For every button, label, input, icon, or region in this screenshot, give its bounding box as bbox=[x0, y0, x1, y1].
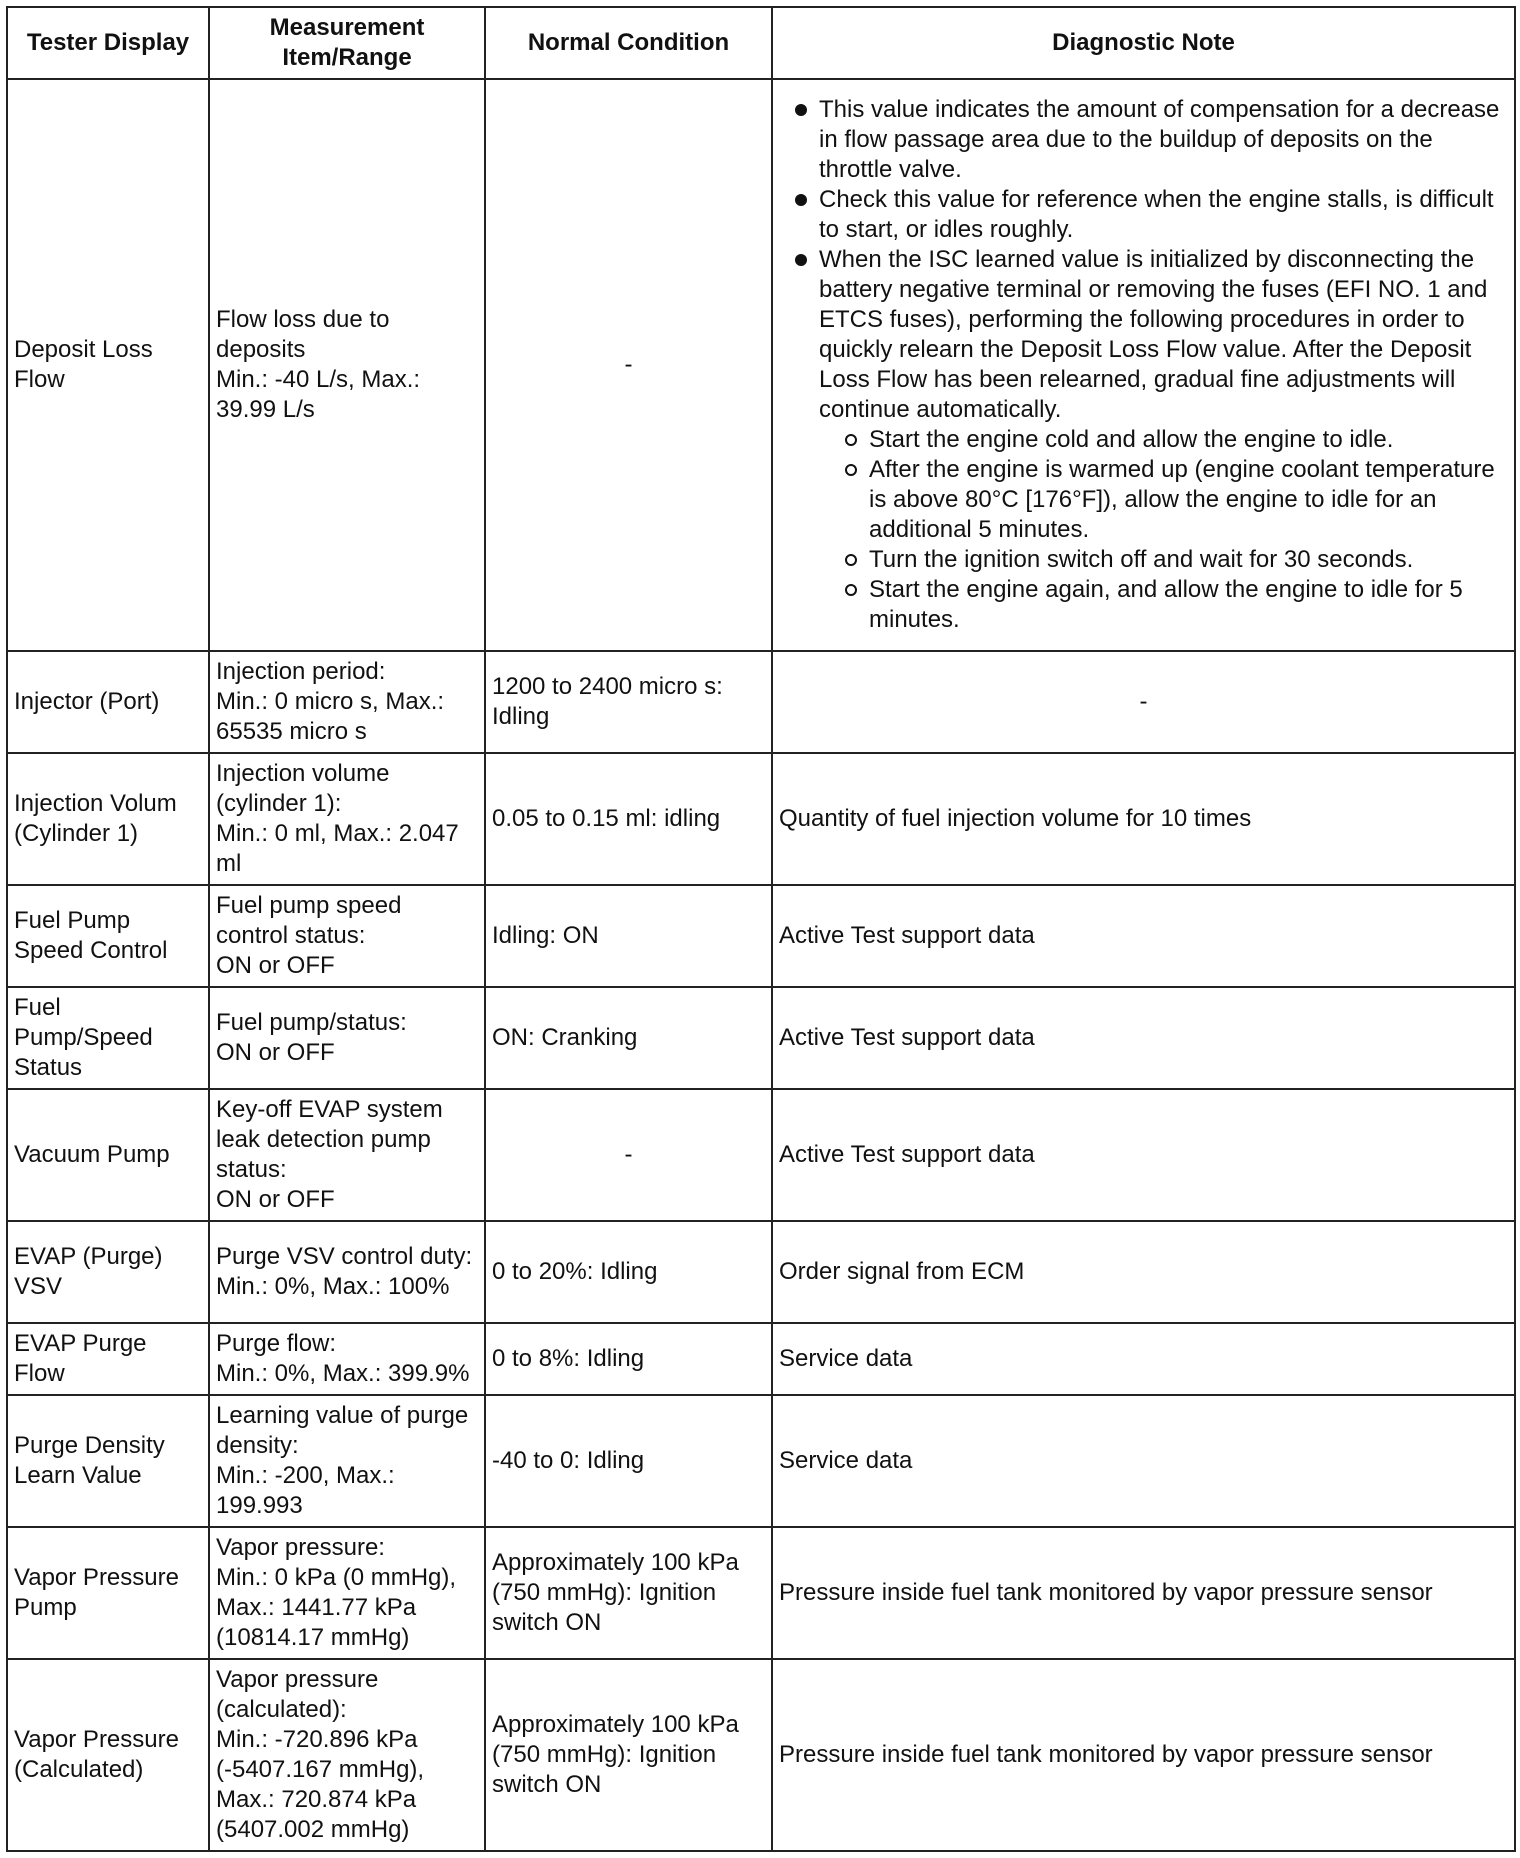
normal-condition-cell: -40 to 0: Idling bbox=[485, 1395, 772, 1527]
diagnostic-note-cell: Service data bbox=[772, 1323, 1515, 1395]
normal-condition-cell: ON: Cranking bbox=[485, 987, 772, 1089]
table-row bbox=[7, 1089, 1515, 1221]
normal-condition-cell: Approximately 100 kPa (750 mmHg): Ignition switch ON bbox=[485, 1659, 772, 1851]
diagnostic-note-cell: Pressure inside fuel tank monitored by vapor pressure sensor bbox=[772, 1527, 1515, 1659]
procedure-step-list bbox=[779, 425, 1508, 635]
header-normal-condition: Normal Condition bbox=[485, 7, 772, 79]
header-measurement-item: Measurement Item/Range bbox=[209, 7, 485, 79]
procedure-step: Turn the ignition switch off and wait for 30 seconds. bbox=[779, 545, 1508, 575]
tester-display-cell: EVAP Purge Flow bbox=[7, 1323, 209, 1395]
measurement-range-cell: Injection volume (cylinder 1): Min.: 0 ml, Max.: 2.047 ml bbox=[209, 753, 485, 885]
diagnostic-note-cell: Active Test support data bbox=[772, 987, 1515, 1089]
procedure-step: After the engine is warmed up (engine coolant temperature is above 80°C [176°F]), allow the engine to idle for an additional 5 minutes. bbox=[779, 455, 1508, 545]
note-bullet: When the ISC learned value is initialized by disconnecting the battery negative terminal or removing the fuses (EFI NO. 1 and ETCS fuses), performing the following procedures in order to quickly relearn the Deposit Loss Flow value. After the Deposit Loss Flow has been relearned, gradual fine adjustments will continue automatically. bbox=[779, 245, 1508, 425]
normal-condition-cell: 0 to 8%: Idling bbox=[485, 1323, 772, 1395]
table-row bbox=[7, 651, 1515, 753]
diagnostic-note-cell bbox=[772, 79, 1515, 651]
measurement-range-cell: Vapor pressure: Min.: 0 kPa (0 mmHg), Max.: 1441.77 kPa (10814.17 mmHg) bbox=[209, 1527, 485, 1659]
normal-condition-cell: - bbox=[485, 1089, 772, 1221]
tester-display-cell: EVAP (Purge) VSV bbox=[7, 1221, 209, 1323]
table-row bbox=[7, 79, 1515, 651]
measurement-range-cell: Injection period: Min.: 0 micro s, Max.: 65535 micro s bbox=[209, 651, 485, 753]
measurement-range-cell: Learning value of purge density: Min.: -200, Max.: 199.993 bbox=[209, 1395, 485, 1527]
measurement-range-cell: Fuel pump/status: ON or OFF bbox=[209, 987, 485, 1089]
note-bullet: Check this value for reference when the engine stalls, is difficult to start, or idles roughly. bbox=[779, 185, 1508, 245]
note-bullet-list bbox=[779, 95, 1508, 425]
table-row bbox=[7, 1323, 1515, 1395]
measurement-range-cell: Fuel pump speed control status: ON or OFF bbox=[209, 885, 485, 987]
table-row bbox=[7, 1527, 1515, 1659]
tester-display-cell: Vapor Pressure Pump bbox=[7, 1527, 209, 1659]
header-diagnostic-note: Diagnostic Note bbox=[772, 7, 1515, 79]
table-row bbox=[7, 1221, 1515, 1323]
table-row bbox=[7, 1659, 1515, 1851]
note-bullet: This value indicates the amount of compensation for a decrease in flow passage area due to the buildup of deposits on the throttle valve. bbox=[779, 95, 1508, 185]
normal-condition-cell: - bbox=[485, 79, 772, 651]
diagnostic-note-cell: Quantity of fuel injection volume for 10 times bbox=[772, 753, 1515, 885]
measurement-range-cell: Purge VSV control duty: Min.: 0%, Max.: 100% bbox=[209, 1221, 485, 1323]
tester-display-cell: Vapor Pressure (Calculated) bbox=[7, 1659, 209, 1851]
normal-condition-cell: 0.05 to 0.15 ml: idling bbox=[485, 753, 772, 885]
diagnostic-note-cell: Service data bbox=[772, 1395, 1515, 1527]
table-row bbox=[7, 753, 1515, 885]
header-tester-display: Tester Display bbox=[7, 7, 209, 79]
normal-condition-cell: 1200 to 2400 micro s: Idling bbox=[485, 651, 772, 753]
tester-display-cell: Deposit Loss Flow bbox=[7, 79, 209, 651]
procedure-step: Start the engine again, and allow the engine to idle for 5 minutes. bbox=[779, 575, 1508, 635]
table-row bbox=[7, 1395, 1515, 1527]
header-row bbox=[7, 7, 1515, 79]
tester-display-cell: Injector (Port) bbox=[7, 651, 209, 753]
measurement-range-cell: Purge flow: Min.: 0%, Max.: 399.9% bbox=[209, 1323, 485, 1395]
tester-display-cell: Vacuum Pump bbox=[7, 1089, 209, 1221]
normal-condition-cell: Approximately 100 kPa (750 mmHg): Ignition switch ON bbox=[485, 1527, 772, 1659]
tester-display-cell: Fuel Pump/Speed Status bbox=[7, 987, 209, 1089]
tester-display-cell: Fuel Pump Speed Control bbox=[7, 885, 209, 987]
diagnostic-note-cell: Active Test support data bbox=[772, 1089, 1515, 1221]
procedure-step: Start the engine cold and allow the engine to idle. bbox=[779, 425, 1508, 455]
tester-display-cell: Purge Density Learn Value bbox=[7, 1395, 209, 1527]
data-list-table bbox=[6, 6, 1516, 1852]
diagnostic-note-cell: Pressure inside fuel tank monitored by vapor pressure sensor bbox=[772, 1659, 1515, 1851]
diagnostic-note-cell: Order signal from ECM bbox=[772, 1221, 1515, 1323]
normal-condition-cell: Idling: ON bbox=[485, 885, 772, 987]
diagnostic-note-cell: Active Test support data bbox=[772, 885, 1515, 987]
diagnostic-note-cell: - bbox=[772, 651, 1515, 753]
measurement-range-cell: Vapor pressure (calculated): Min.: -720.896 kPa (-5407.167 mmHg), Max.: 720.874 kPa (5407.002 mmHg) bbox=[209, 1659, 485, 1851]
normal-condition-cell: 0 to 20%: Idling bbox=[485, 1221, 772, 1323]
measurement-range-cell: Flow loss due to deposits Min.: -40 L/s, Max.: 39.99 L/s bbox=[209, 79, 485, 651]
measurement-range-cell: Key-off EVAP system leak detection pump status: ON or OFF bbox=[209, 1089, 485, 1221]
tester-display-cell: Injection Volum (Cylinder 1) bbox=[7, 753, 209, 885]
table-row bbox=[7, 885, 1515, 987]
table-row bbox=[7, 987, 1515, 1089]
